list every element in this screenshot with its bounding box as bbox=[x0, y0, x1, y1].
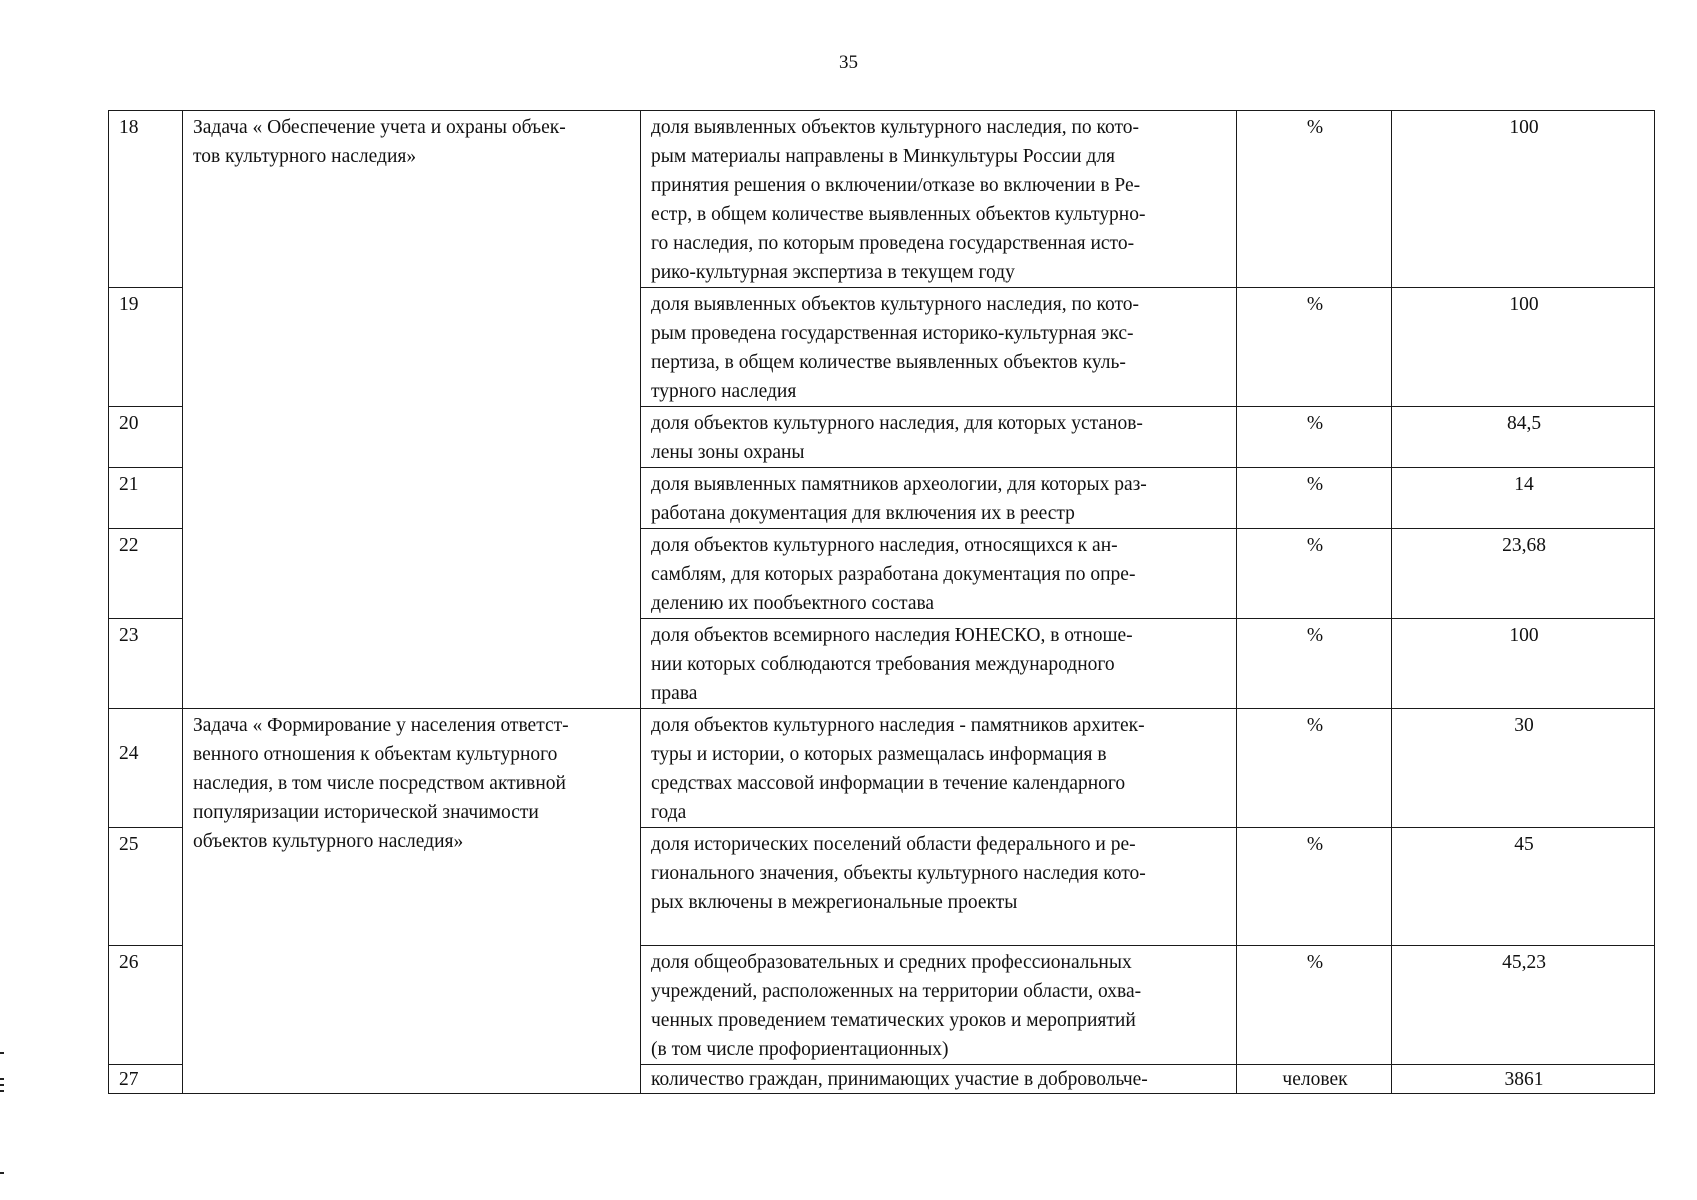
value-cell: 14 bbox=[1392, 468, 1655, 529]
unit-cell: % bbox=[1237, 407, 1392, 468]
indicator-cell bbox=[641, 709, 1237, 828]
indicator-cell bbox=[641, 828, 1237, 946]
value-cell: 45,23 bbox=[1392, 946, 1655, 1065]
task-cell-1 bbox=[183, 111, 641, 709]
indicator-cell bbox=[641, 529, 1237, 619]
scan-edge-mark bbox=[0, 1078, 4, 1080]
indicator-text: доля выявленных объектов культурного наследия, по кото- рым проведена государственная историко-культурная экс- пертиза, в общем количестве выявленных объектов куль- турного наследия bbox=[651, 294, 1139, 402]
indicators-table bbox=[108, 110, 1655, 1094]
table-row bbox=[109, 111, 1655, 288]
indicator-cell bbox=[641, 111, 1237, 288]
indicator-text: доля исторических поселений области федерального и ре- гионального значения, объекты культурного наследия кото- рых включены в межрегиональные проекты bbox=[651, 834, 1146, 913]
value-cell: 100 bbox=[1392, 619, 1655, 709]
scan-edge-mark bbox=[0, 1090, 4, 1092]
unit-cell: % bbox=[1237, 828, 1392, 946]
indicator-cell bbox=[641, 946, 1237, 1065]
row-number: 26 bbox=[109, 946, 183, 1065]
unit-cell: % bbox=[1237, 111, 1392, 288]
row-number: 20 bbox=[109, 407, 183, 468]
task-text: Задача « Обеспечение учета и охраны объек- тов культурного наследия» bbox=[193, 117, 566, 167]
task-cell-2 bbox=[183, 709, 641, 1094]
indicator-text: количество граждан, принимающих участие в добровольче- bbox=[651, 1069, 1148, 1090]
indicator-text: доля выявленных объектов культурного наследия, по кото- рым материалы направлены в Минкультуры России для принятия решения о включении/отказе во включении в Ре- естр, в общем количестве выявленных объектов культурно- го наследия, по которым проведена государственная исто- рико-культурная экспертиза в текущем году bbox=[651, 117, 1146, 283]
indicator-cell bbox=[641, 619, 1237, 709]
row-number: 18 bbox=[109, 111, 183, 288]
indicator-text: доля объектов культурного наследия - памятников архитек- туры и истории, о которых размещалась информация в средствах массовой информации в течение календарного года bbox=[651, 715, 1145, 823]
row-number: 21 bbox=[109, 468, 183, 529]
row-number: 25 bbox=[109, 828, 183, 946]
row-number: 27 bbox=[109, 1065, 183, 1094]
unit-cell: % bbox=[1237, 288, 1392, 407]
row-number: 24 bbox=[109, 709, 183, 828]
table-row bbox=[109, 709, 1655, 828]
value-cell: 100 bbox=[1392, 288, 1655, 407]
value-cell: 100 bbox=[1392, 111, 1655, 288]
row-number: 23 bbox=[109, 619, 183, 709]
value-cell: 23,68 bbox=[1392, 529, 1655, 619]
row-number: 19 bbox=[109, 288, 183, 407]
unit-cell: % bbox=[1237, 709, 1392, 828]
indicator-cell bbox=[641, 288, 1237, 407]
unit-cell: человек bbox=[1237, 1065, 1392, 1094]
scan-edge-mark bbox=[0, 1052, 4, 1054]
unit-cell: % bbox=[1237, 468, 1392, 529]
value-cell: 3861 bbox=[1392, 1065, 1655, 1094]
task-text: Задача « Формирование у населения ответст- венного отношения к объектам культурного наследия, в том числе посредством активной популяризации исторической значимости объектов культурного наследия» bbox=[193, 715, 569, 852]
indicator-cell bbox=[641, 468, 1237, 529]
page-number: 35 bbox=[839, 52, 858, 73]
indicator-text: доля выявленных памятников археологии, для которых раз- работана документация для включения их в реестр bbox=[651, 474, 1147, 524]
value-cell: 45 bbox=[1392, 828, 1655, 946]
scan-edge-mark bbox=[0, 1172, 4, 1174]
indicator-cell bbox=[641, 1065, 1237, 1094]
row-number: 22 bbox=[109, 529, 183, 619]
indicator-text: доля общеобразовательных и средних профессиональных учреждений, расположенных на территории области, охва- ченных проведением тематических уроков и мероприятий (в том числе профориентационных) bbox=[651, 952, 1142, 1060]
unit-cell: % bbox=[1237, 946, 1392, 1065]
scan-edge-mark bbox=[0, 1084, 4, 1086]
value-cell: 30 bbox=[1392, 709, 1655, 828]
indicator-text: доля объектов всемирного наследия ЮНЕСКО, в отноше- нии которых соблюдаются требования международного права bbox=[651, 625, 1133, 704]
indicator-cell bbox=[641, 407, 1237, 468]
indicator-text: доля объектов культурного наследия, для которых установ- лены зоны охраны bbox=[651, 413, 1143, 463]
indicator-text: доля объектов культурного наследия, относящихся к ан- самблям, для которых разработана документация по опре- делению их пообъектного состава bbox=[651, 535, 1136, 614]
unit-cell: % bbox=[1237, 619, 1392, 709]
unit-cell: % bbox=[1237, 529, 1392, 619]
value-cell: 84,5 bbox=[1392, 407, 1655, 468]
